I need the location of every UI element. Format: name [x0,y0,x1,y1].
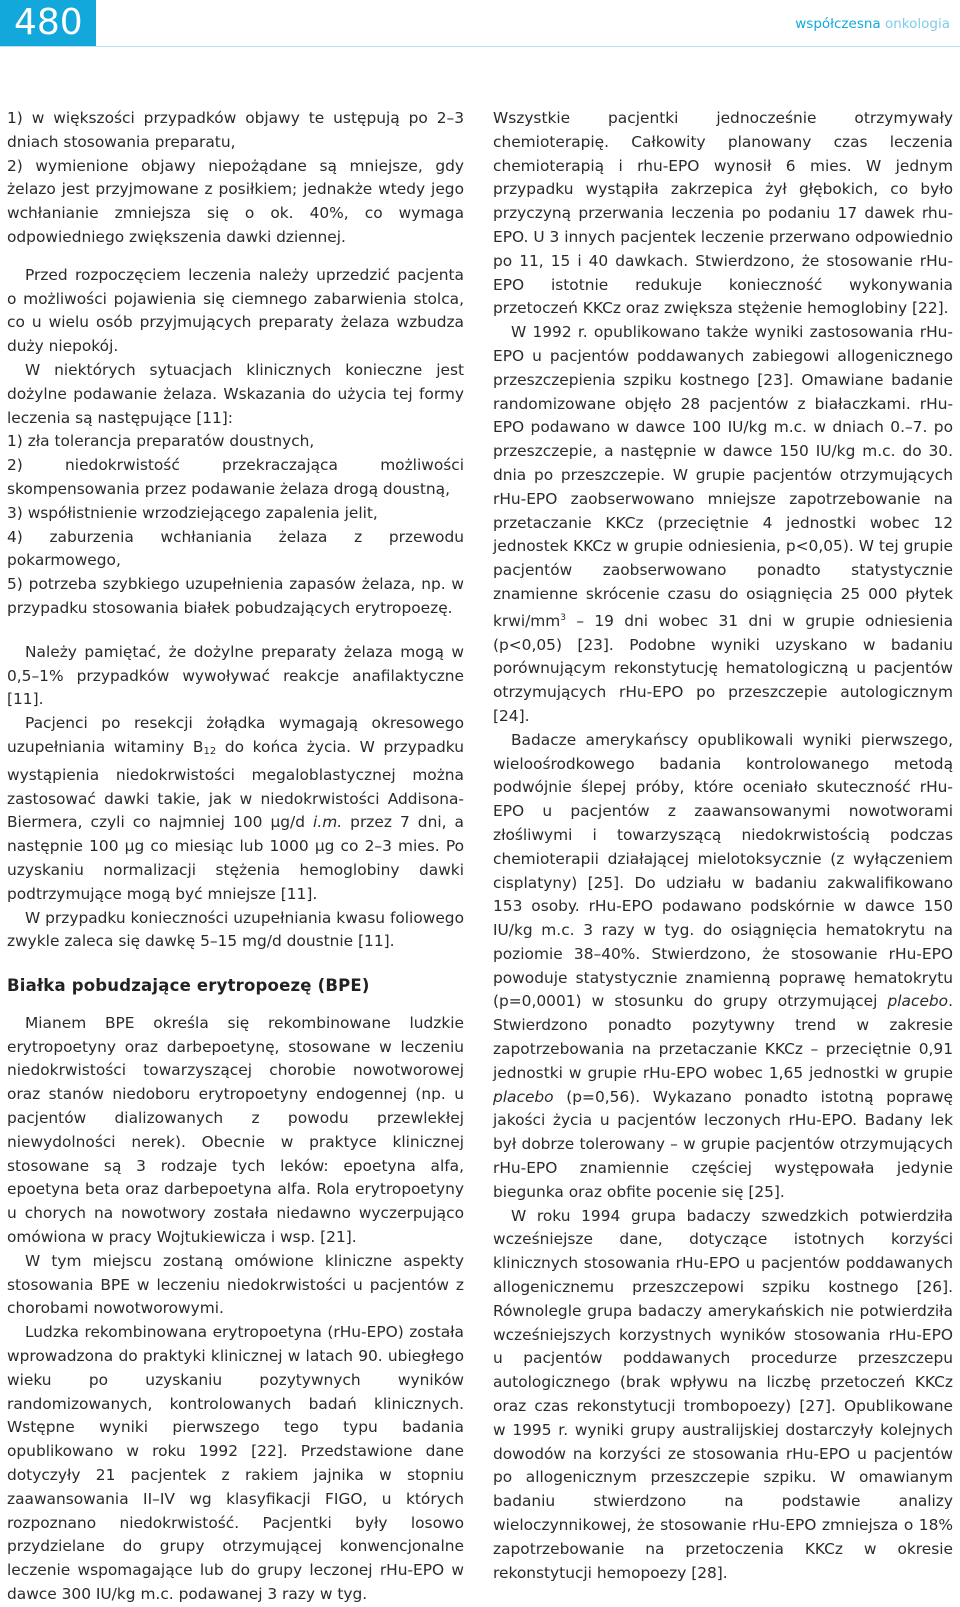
page-number: 480 [14,2,83,43]
section-heading: Białka pobudzające erytropoezę (BPE) [7,976,370,996]
list-item-2: 2) wymienione objawy niepożądane są mniejsze, gdy żelazo jest przyjmowane z posiłkiem; jednakże wtedy jego wchłanianie zmniejsza się o ok. 40%, co wymaga odpowiedniego zwiększenia dawki dziennej. [7,156,464,246]
paragraph: Badacze amerykańscy opublikowali wyniki pierwszego, wieloośrodkowego badania kontrolowanego metodą podwójnie ślepej próby, które oceniało skuteczność rHu-EPO u pacjentów z zaawansowanymi nowotworami złośliwymi i towarzyszącą niedokrwistością podczas chemioterapii działającej mielotoksycznie (z wyłączeniem cisplatyny) [25]. Do udziału w badaniu zakwalifikowano 153 osoby. rHu-EPO podawano podskórnie w dawce 150 IU/kg m.c. 3 razy w tyg. do osiągnięcia hematokrytu na poziomie 38–40%. Stwierdzono, że stosowanie rHu-EPO powoduje statystycznie znamienną poprawę hematokrytu (p=0,0001) w stosunku do grupy otrzymującej placebo. Stwierdzono ponadto pozytywny trend w zakresie zapotrzebowania na przetaczanie KKCz – przeciętnie 0,91 jednostki w grupie rHu-EPO wobec 1,65 jednostki w grupie placebo (p=0,56). Wykazano ponadto istotną poprawę jakości życia u pacjentów leczonych rHu-EPO. Badany lek był dobrze tolerowany – w grupie pacjentów otrzymujących rHu-EPO znamiennie częściej występowała jedynie biegunka oraz obfite pocenie się [25]. [493,730,953,1201]
journal-title-part1: współczesna [795,16,881,32]
paragraph: Mianem BPE określa się rekombinowane ludzkie erytropoetyny oraz darbepoetynę, stosowane w leczeniu niedokrwistości towarzyszącej chorobie nowotworowej oraz stanów niedoboru erytropoetyny endogennej (np. u pacjentów dializowanych z powodu przewlekłej niewydolności nerek). Obecnie w praktyce klinicznej stosowane są 3 rodzaje tych leków: epoetyna alfa, epoetyna beta oraz darbepoetyna alfa. Rola erytropoetyny u chorych na nowotwory została niedawno wyczerpująco omówiona w pracy Wojtukiewicza i wsp. [21]. [7,1013,464,1247]
indication-item-3: 3) współistnienie wrzodziejącego zapalenia jelit, [7,503,378,522]
indication-item-1: 1) zła tolerancja preparatów doustnych, [7,432,315,451]
indication-item-4: 4) zaburzenia wchłaniania żelaza z przewodu pokarmowego, [7,527,464,570]
header-rule [0,46,960,47]
paragraph: Wszystkie pacjentki jednocześnie otrzymywały chemioterapię. Całkowity planowany czas leczenia chemioterapią i rhu-EPO wynosił 6 mies. W jednym przypadku wystąpiła zakrzepica żył głębokich, co było przyczyną przerwania leczenia po podaniu 17 dawek rhu-EPO. U 3 innych pacjentek leczenie przerwano odpowiednio po 11, 15 i 40 dawkach. Stwierdzono, że stosowanie rHu-EPO istotnie redukuje konieczność wykonywania przetoczeń KKCz oraz zwiększa stężenie hemoglobiny [22]. [493,109,953,318]
paragraph: W niektórych sytuacjach klinicznych konieczne jest dożylne podawanie żelaza. Wskazania do użycia tej formy leczenia są następujące [11]: [7,360,464,427]
paragraph: Pacjenci po resekcji żołądka wymagają okresowego uzupełniania witaminy $B_{12}$ do końca życia. W przypadku wystąpienia niedokrwistości megaloblastycznej można zastosować dawki takie, jak w niedokrwistości Addisona-Biermera, czyli co najmniej 100 µg/d i.m. przez 7 dni, a następnie 100 µg co miesiąc lub 1000 µg co 2–3 mies. Po uzyskaniu normalizacji stężenia hemoglobiny dawki podtrzymujące mogą być mniejsze [11]. [7,714,464,903]
indication-item-2: 2) niedokrwistość przekraczająca możliwości skompensowania przez podawanie żelaza drogą doustną, [7,456,464,498]
paragraph: Przed rozpoczęciem leczenia należy uprzedzić pacjenta o możliwości pojawienia się ciemnego zabarwienia stolca, co u wielu osób przyjmujących preparaty żelaza wzbudza duży niepokój. [7,265,464,356]
paragraph: Ludzka rekombinowana erytropoetyna (rHu-EPO) została wprowadzona do praktyki klinicznej w latach 90. ubiegłego wieku po uzyskaniu pozytywnych wyników randomizowanych, kontrolowanych badań klinicznych. Wstępne wyniki pierwszego tego typu badania opublikowano w roku 1992 [22]. Przedstawione dane dotyczyły 21 pacjentek z rakiem jajnika w stopniu zaawansowania II–IV wg klasyfikacji FIGO, u których rozpoznano niedokrwistość. Pacjentki były losowo przydzielane do grupy otrzymującej konwencjonalne leczenie wspomagające lub do grupy leczonej rHu-EPO w dawce 300 IU/kg m.c. podawanej 3 razy w tyg. [7,1323,464,1604]
journal-title [795,16,950,32]
paragraph: W przypadku konieczności uzupełniania kwasu foliowego zwykle zaleca się dawkę 5–15 mg/d doustnie [11]. [7,908,464,951]
indication-item-5: 5) potrzeba szybkiego uzupełnienia zapasów żelaza, np. w przypadku stosowania białek pobudzających erytropoezę. [7,575,464,617]
paragraph: W 1992 r. opublikowano także wyniki zastosowania rHu-EPO u pacjentów poddawanych zabiegowi allogenicznego przeszczepienia szpiku kostnego [23]. Omawiane badanie randomizowane objęło 28 pacjentów z białaczkami. rHu-EPO podawano w dawce 100 IU/kg m.c. w dniach 0.–7. po przeszczepie, a następnie w dawce 150 IU/kg m.c. do 30. dnia po przeszczepie. W grupie pacjentów otrzymujących rHu-EPO zaobserwowano mniejsze zapotrzebowanie na przetaczanie KKCz (przeciętnie 4 jednostki wobec 12 jednostek KKCz w grupie odniesienia, p<0,05). W tej grupie pacjentów zaobserwowano ponadto statystycznie znamienne skrócenie czasu do osiągnięcia 25 000 płytek krwi/$mm^3 - 19$ dni wobec 31 dni w grupie odniesienia (p<0,05) [23]. Podobne wyniki uzyskano w badaniu porównującym rekonstytucję hematologiczną u pacjentów otrzymujących rHu-EPO po przeszczepie autologicznym [24]. [493,323,953,725]
journal-title-part2: onkologia [884,16,950,32]
paragraph: W tym miejscu zostaną omówione kliniczne aspekty stosowania BPE w leczeniu niedokrwistości u pacjentów z chorobami nowotworowymi. [7,1251,464,1318]
left-column [7,107,464,1607]
page-header [0,0,960,46]
list-item-1: 1) w większości przypadków objawy te ustępują po 2–3 dniach stosowania preparatu, [7,109,464,151]
right-column [493,107,953,1585]
paragraph: Należy pamiętać, że dożylne preparaty żelaza mogą w 0,5–1% przypadków wywoływać reakcje anafilaktyczne [11]. [7,642,464,709]
page-number-box [0,0,96,46]
paragraph: W roku 1994 grupa badaczy szwedzkich potwierdziła wcześniejsze dane, dotyczące istotnych korzyści klinicznych stosowania rHu-EPO u pacjentów poddawanych allogenicznemu przeszczepowi szpiku kostnego [26]. Równolegle grupa badaczy amerykańskich nie potwierdziła wcześniejszych korzystnych wyników stosowania rHu-EPO u pacjentów poddawanych procedurze przeszczepu autologicznego (brak wpływu na liczbę przetoczeń KKCz oraz czas rekonstytucji trombopoezy) [27]. Opublikowane w 1995 r. wyniki grupy australijskiej dostarczyły kolejnych dowodów na korzyści ze stosowania rHu-EPO u pacjentów po allogenicznym przeszczepie szpiku. W omawianym badaniu stwierdzono na podstawie analizy wieloczynnikowej, że stosowanie rHu-EPO zmniejsza o 18% zapotrzebowanie na przetoczenia KKCz w okresie rekonstytucji hemopoezy [28]. [493,1206,953,1582]
